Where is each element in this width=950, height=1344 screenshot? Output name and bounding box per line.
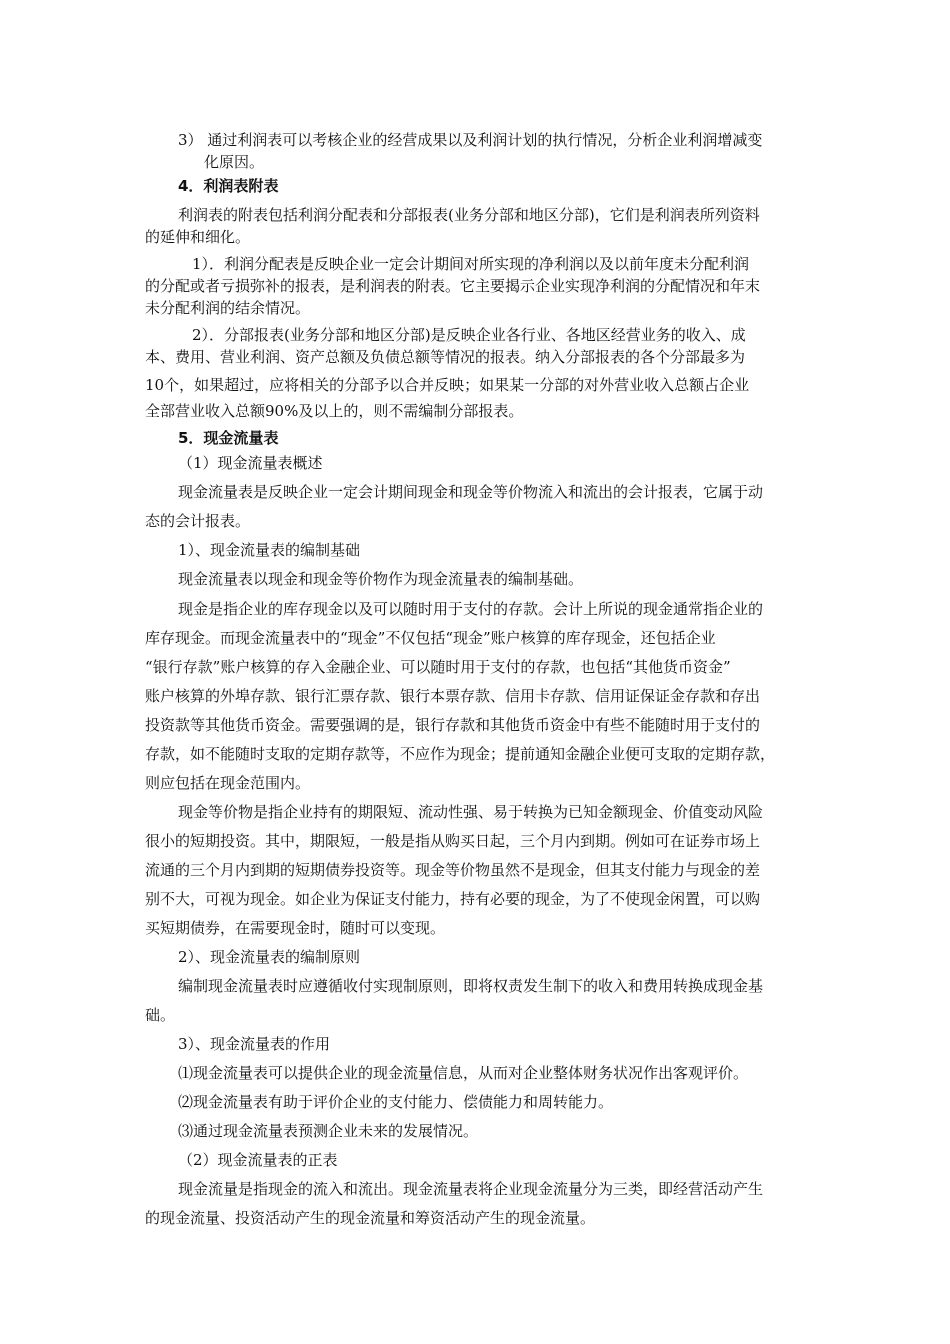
list-item-3-continuation: 化原因。 bbox=[204, 153, 265, 171]
paragraph-line: 的分配或者亏损弥补的报表，是利润表的附表。它主要揭示企业实现净利润的分配情况和年末 bbox=[145, 277, 761, 295]
paragraph-line: 未分配利润的结余情况。 bbox=[145, 299, 311, 317]
paragraph-line: 流通的三个月内到期的短期债券投资等。现金等价物虽然不是现金，但其支付能力与现金的差 bbox=[145, 861, 761, 879]
subsection-heading: 1）、现金流量表的编制基础 bbox=[178, 541, 361, 559]
paragraph-line: 10个，如果超过，应将相关的分部予以合并反映；如果某一分部的对外营业收入总额占企业 bbox=[145, 376, 750, 394]
list-item-3-line: 3） 通过利润表可以考核企业的经营成果以及利润计划的执行情况，分析企业利润增减变 bbox=[178, 131, 763, 149]
section-heading-profit-appendix: 4．利润表附表 bbox=[178, 177, 279, 195]
subsection-heading: （1）现金流量表概述 bbox=[178, 454, 323, 472]
paragraph-line: 则应包括在现金范围内。 bbox=[145, 774, 311, 792]
paragraph-line: 础。 bbox=[145, 1006, 176, 1024]
paragraph-line: 现金是指企业的库存现金以及可以随时用于支付的存款。会计上所说的现金通常指企业的 bbox=[178, 600, 764, 618]
paragraph-line: 2）．分部报表(业务分部和地区分部)是反映企业各行业、各地区经营业务的收入、成 bbox=[192, 326, 746, 344]
paragraph-line: 账户核算的外埠存款、银行汇票存款、银行本票存款、信用卡存款、信用证保证金存款和存出 bbox=[145, 687, 761, 705]
paragraph-line: 的延伸和细化。 bbox=[145, 228, 251, 246]
paragraph-line: 现金等价物是指企业持有的期限短、流动性强、易于转换为已知金额现金、价值变动风险 bbox=[178, 803, 764, 821]
paragraph-line: 1）．利润分配表是反映企业一定会计期间对所实现的净利润以及以前年度未分配利润 bbox=[192, 255, 750, 273]
paragraph-line: 别不大，可视为现金。如企业为保证支付能力，持有必要的现金，为了不使现金闲置，可以购 bbox=[145, 890, 761, 908]
subsection-heading: 2）、现金流量表的编制原则 bbox=[178, 948, 361, 966]
paragraph-line: 全部营业收入总额90%及以上的，则不需编制分部报表。 bbox=[145, 402, 524, 420]
list-item: ⑴现金流量表可以提供企业的现金流量信息，从而对企业整体财务状况作出客观评价。 bbox=[178, 1064, 749, 1082]
paragraph-line: 现金流量是指现金的流入和流出。现金流量表将企业现金流量分为三类，即经营活动产生 bbox=[178, 1180, 764, 1198]
list-item: ⑵现金流量表有助于评价企业的支付能力、偿债能力和周转能力。 bbox=[178, 1093, 614, 1111]
paragraph-line: 利润表的附表包括利润分配表和分部报表(业务分部和地区分部)，它们是利润表所列资料 bbox=[178, 206, 760, 224]
paragraph-line: 投资款等其他货币资金。需要强调的是，银行存款和其他货币资金中有些不能随时用于支付的 bbox=[145, 716, 761, 734]
paragraph-line: 本、费用、营业利润、资产总额及负债总额等情况的报表。纳入分部报表的各个分部最多为 bbox=[145, 348, 746, 366]
paragraph-line: 现金流量表是反映企业一定会计期间现金和现金等价物流入和流出的会计报表，它属于动 bbox=[178, 483, 764, 501]
paragraph-line: 的现金流量、投资活动产生的现金流量和筹资活动产生的现金流量。 bbox=[145, 1209, 596, 1227]
subsection-heading: （2）现金流量表的正表 bbox=[178, 1151, 338, 1169]
paragraph-line: 买短期债券，在需要现金时，随时可以变现。 bbox=[145, 919, 446, 937]
paragraph-line: 很小的短期投资。其中，期限短，一般是指从购买日起，三个月内到期。例如可在证券市场上 bbox=[145, 832, 761, 850]
paragraph-line: “银行存款”账户核算的存入金融企业、可以随时用于支付的存款，也包括“其他货币资金” bbox=[145, 658, 731, 676]
paragraph-line: 库存现金。而现金流量表中的“现金”不仅包括“现金”账户核算的库存现金，还包括企业 bbox=[145, 629, 716, 647]
section-heading-cash-flow: 5．现金流量表 bbox=[178, 429, 279, 447]
subsection-heading: 3）、现金流量表的作用 bbox=[178, 1035, 331, 1053]
paragraph-line: 存款，如不能随时支取的定期存款等，不应作为现金；提前通知金融企业便可支取的定期存款， bbox=[145, 745, 776, 763]
paragraph-line: 现金流量表以现金和现金等价物作为现金流量表的编制基础。 bbox=[178, 570, 584, 588]
list-item: ⑶通过现金流量表预测企业未来的发展情况。 bbox=[178, 1122, 479, 1140]
paragraph-line: 编制现金流量表时应遵循收付实现制原则，即将权责发生制下的收入和费用转换成现金基 bbox=[178, 977, 764, 995]
paragraph-line: 态的会计报表。 bbox=[145, 512, 251, 530]
